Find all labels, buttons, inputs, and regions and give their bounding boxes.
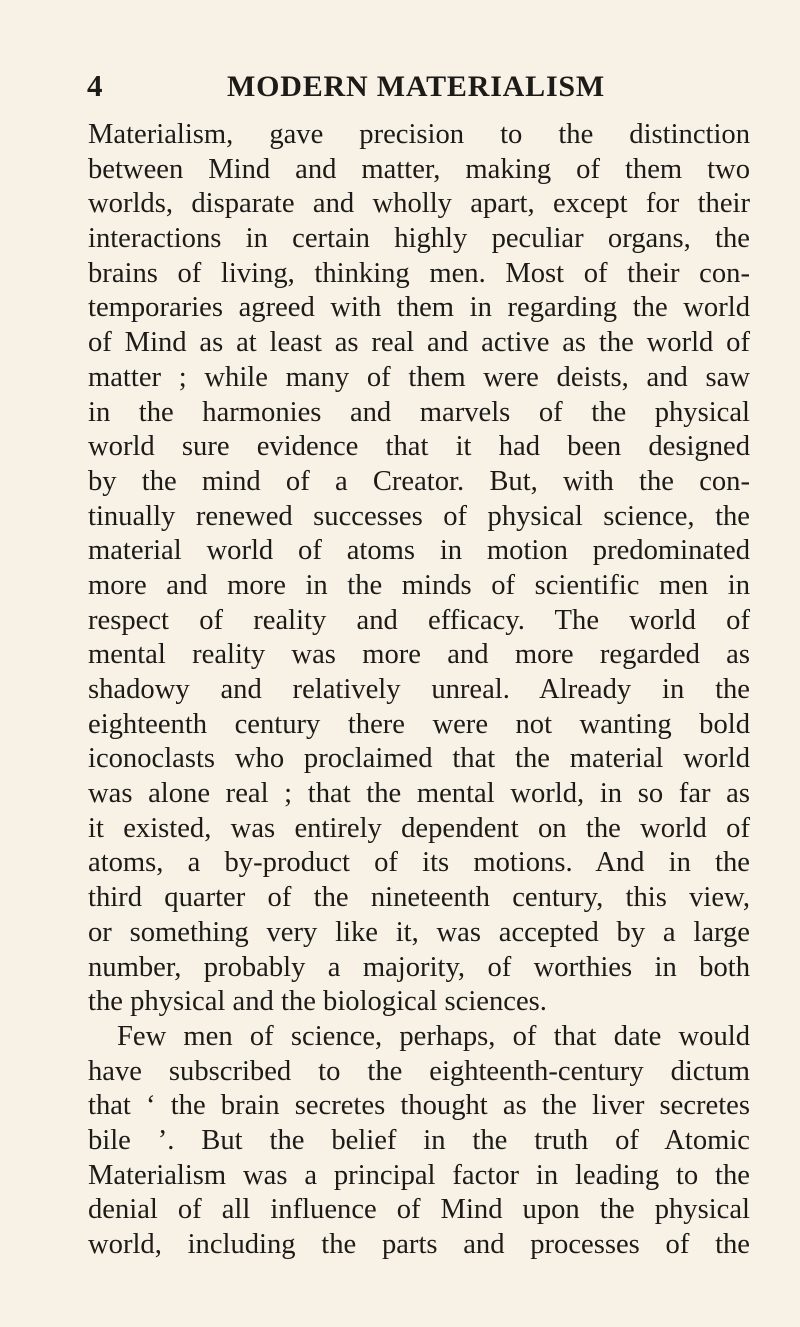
- text-line: the physical and the biological sciences.: [88, 986, 547, 1018]
- text-line: it existed, was entirely dependent on the world of: [88, 812, 750, 844]
- text-line: matter ; while many of them were deists, and saw: [88, 361, 750, 393]
- page-header: [87, 66, 747, 116]
- text-line: between Mind and matter, making of them two: [88, 153, 750, 185]
- text-line: shadowy and relatively unreal. Already in the: [88, 674, 750, 705]
- text-line: interactions in certain highly peculiar organs, the: [88, 223, 750, 255]
- running-title: MODERN MATERIALISM: [227, 70, 606, 103]
- text-line: mental reality was more and more regarded as: [88, 639, 750, 671]
- text-line: iconoclasts who proclaimed that the material world: [88, 743, 750, 775]
- text-line: by the mind of a Creator. But, with the con-: [88, 465, 750, 497]
- text-line: material world of atoms in motion predominated: [88, 535, 750, 567]
- text-line: temporaries agreed with them in regarding the world: [88, 292, 750, 324]
- text-line: tinually renewed successes of physical science, the: [88, 500, 750, 532]
- text-line: Few men of science, perhaps, of that date would: [117, 1020, 750, 1052]
- text-line: or something very like it, was accepted by a large: [88, 916, 750, 948]
- text-line: world sure evidence that it had been designed: [88, 431, 750, 463]
- text-line: bile ’. But the belief in the truth of Atomic: [88, 1124, 750, 1156]
- text-line: Materialism, gave precision to the distinction: [88, 119, 750, 150]
- text-line: was alone real ; that the mental world, in so far as: [88, 778, 750, 810]
- text-line: have subscribed to the eighteenth-century dictum: [88, 1055, 750, 1087]
- text-line: world, including the parts and processes of the: [88, 1229, 750, 1260]
- text-line: Materialism was a principal factor in leading to the: [88, 1159, 750, 1191]
- text-line: worlds, disparate and wholly apart, except for their: [88, 188, 750, 220]
- text-line: atoms, a by-product of its motions. And in the: [88, 847, 750, 879]
- text-line: brains of living, thinking men. Most of their con-: [88, 257, 750, 289]
- text-line: third quarter of the nineteenth century, this view,: [88, 882, 750, 914]
- text-line: more and more in the minds of scientific men in: [88, 569, 750, 601]
- text-line: of Mind as at least as real and active as the world of: [88, 327, 750, 359]
- text-line: denial of all influence of Mind upon the physical: [88, 1194, 750, 1226]
- page-number: 4: [87, 68, 103, 103]
- text-line: number, probably a majority, of worthies in both: [88, 951, 750, 983]
- text-line: eighteenth century there were not wanting bold: [88, 708, 750, 740]
- text-line: in the harmonies and marvels of the physical: [88, 396, 750, 428]
- text-line: respect of reality and efficacy. The world of: [88, 604, 750, 636]
- body-text: [88, 118, 750, 1263]
- text-line: that ‘ the brain secretes thought as the liver secretes: [88, 1090, 750, 1122]
